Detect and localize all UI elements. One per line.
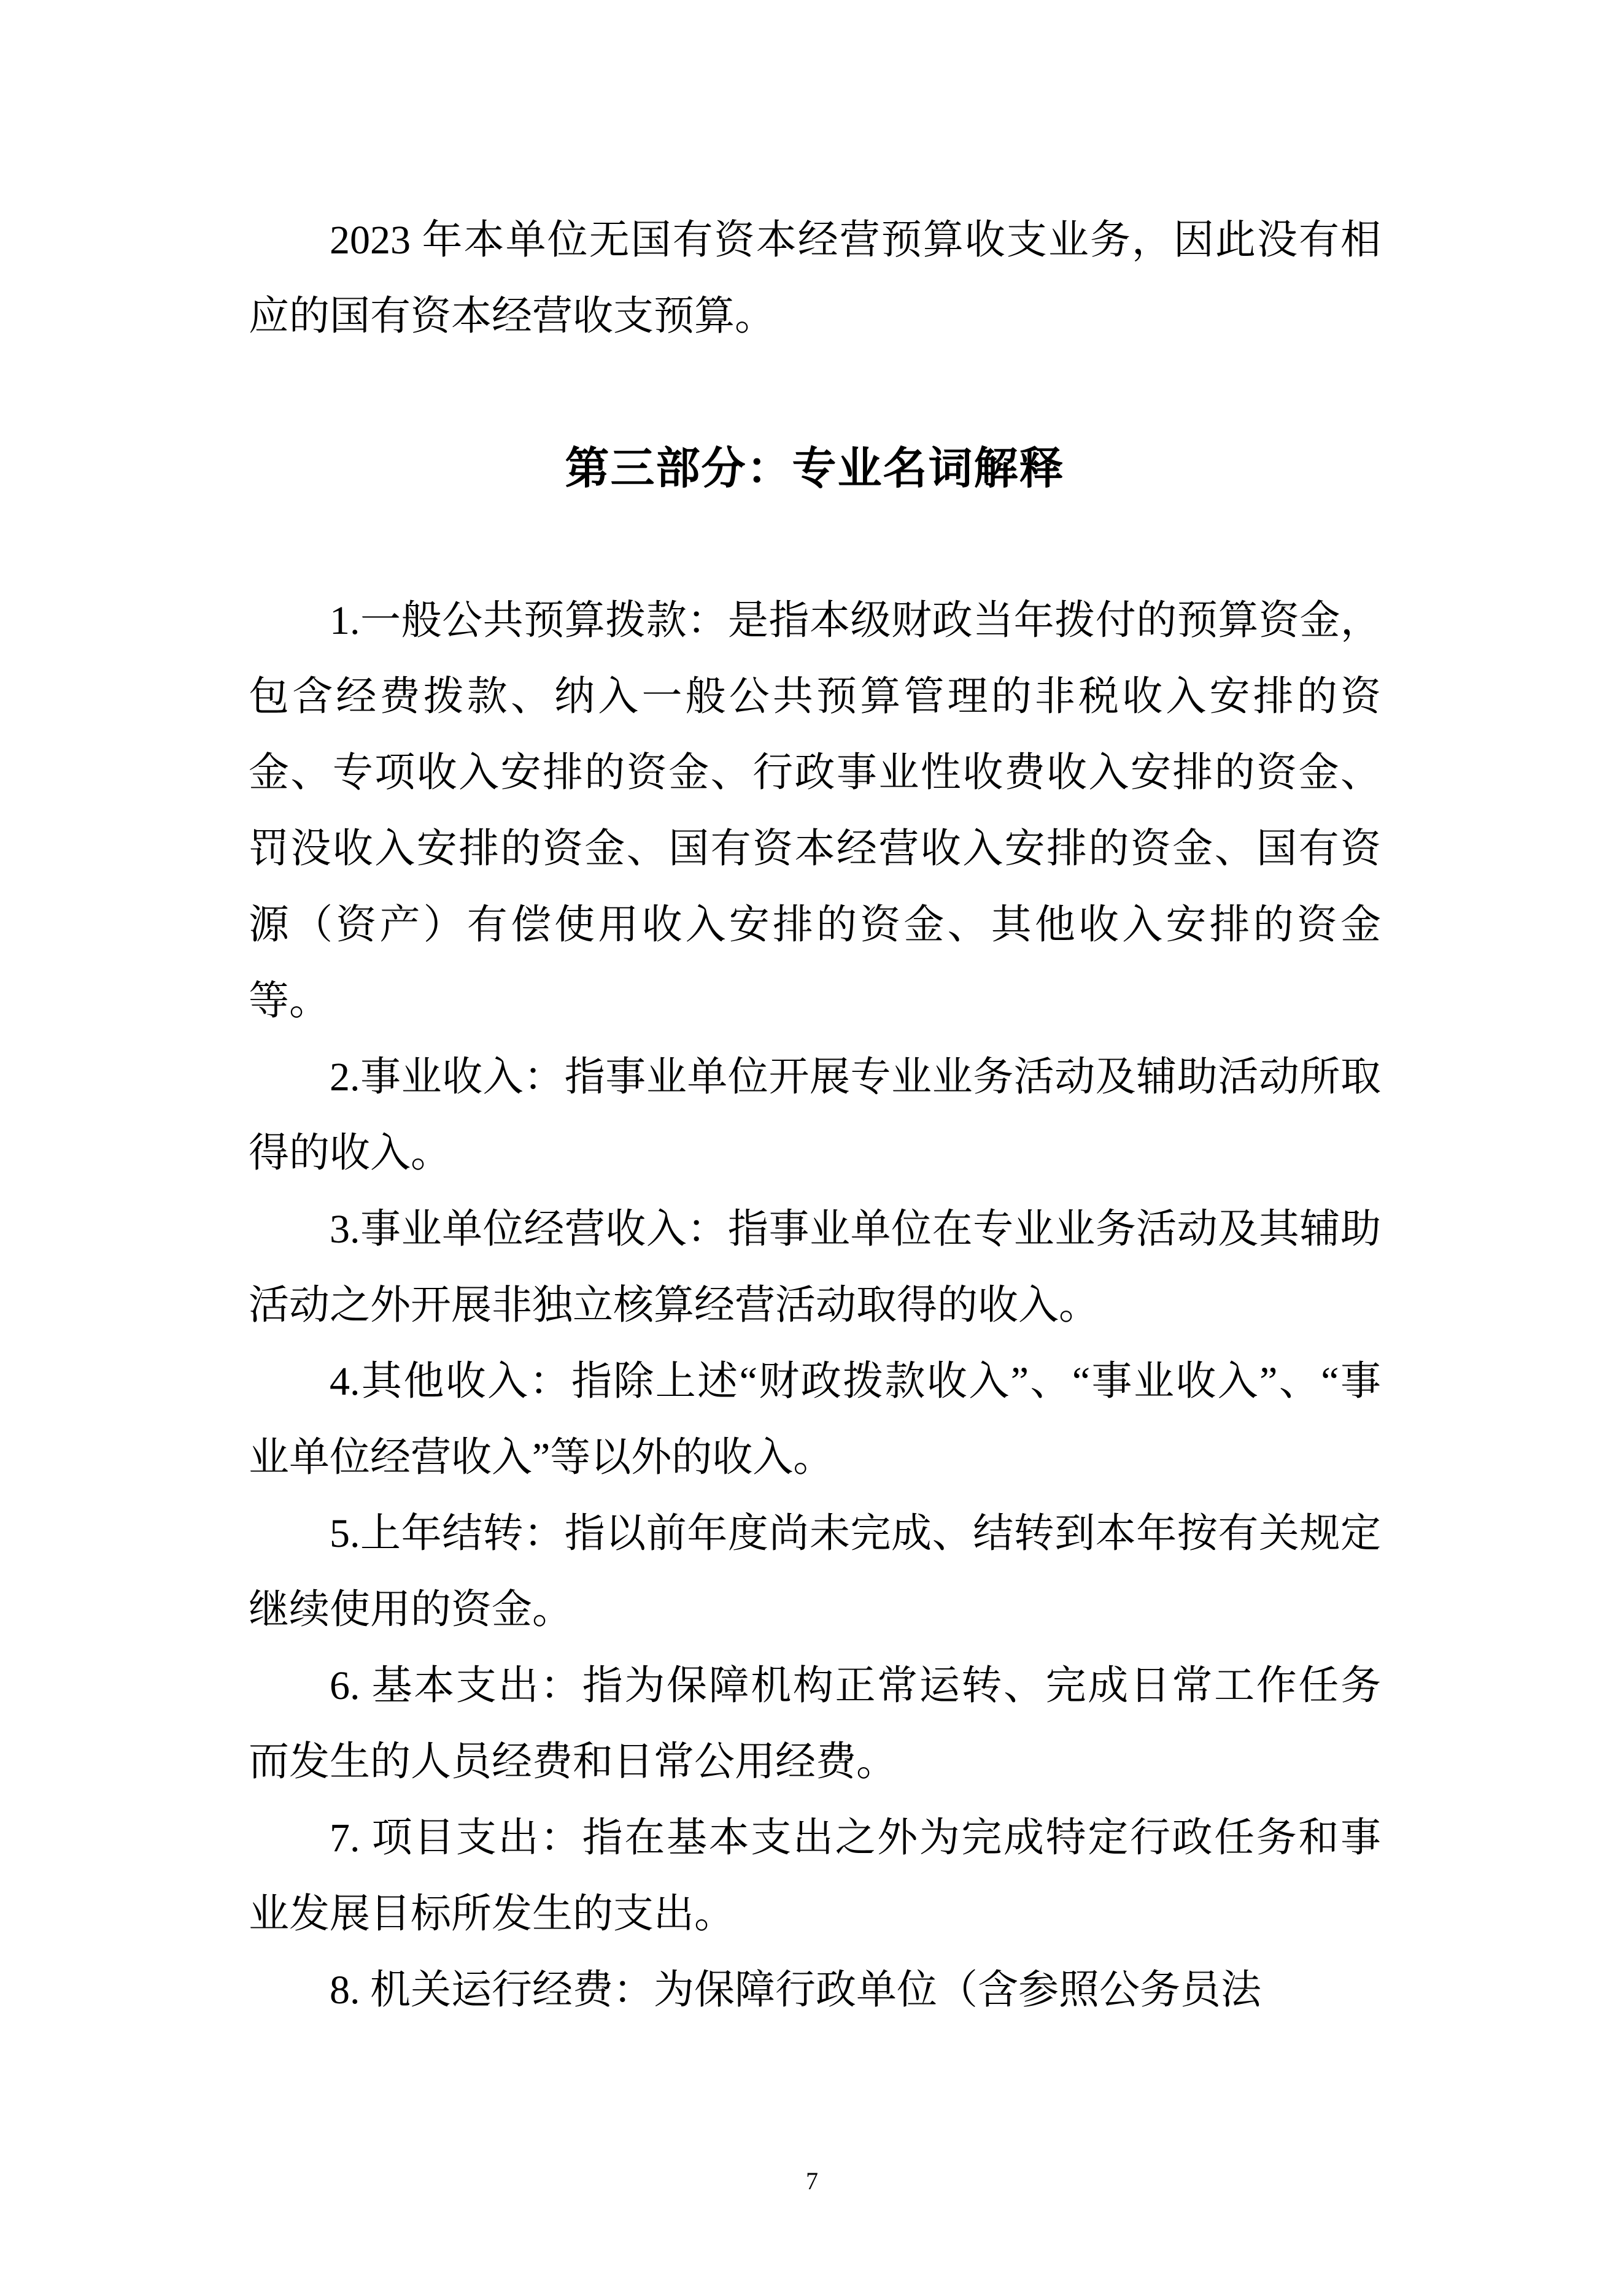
- intro-paragraph: 2023 年本单位无国有资本经营预算收支业务，因此没有相应的国有资本经营收支预算。: [249, 218, 1381, 339]
- term-definition-4: 4.其他收入：指除上述“财政拨款收入”、“事业收入”、“事业单位经营收入”等以外的收入。: [249, 1359, 1381, 1480]
- term-definition-6: 6. 基本支出：指为保障机构正常运转、完成日常工作任务而发生的人员经费和日常公用经费。: [249, 1663, 1381, 1784]
- term-definition-7: 7. 项目支出：指在基本支出之外为完成特定行政任务和事业发展目标所发生的支出。: [249, 1816, 1381, 1936]
- term-definition-3: 3.事业单位经营收入：指事业单位在专业业务活动及其辅助 活动之外开展非独立核算经营活动取得的收入。: [249, 1207, 1381, 1328]
- page-number: 7: [806, 2167, 818, 2195]
- term-definition-2: 2.事业收入：指事业单位开展专业业务活动及辅助活动所取得的收入。: [249, 1055, 1381, 1176]
- term-definition-1: 1.一般公共预算拨款：是指本级财政当年拨付的预算资金，包含经费拨款、纳入一般公共预算管理的非税收入安排的资金、专项收入安排的资金、行政事业性收费收入安排的资金、罚没收入安排的资金、国有资本经营收入安排的资金、国有资源（资产）有偿使用收入安排的资金、其他收入安排的资金等。: [249, 598, 1381, 1023]
- term-definition-5: 5.上年结转：指以前年度尚未完成、结转到本年按有关规定继续使用的资金。: [249, 1511, 1381, 1632]
- section-heading: 第三部分：专业名词解释: [565, 444, 1065, 493]
- term-definition-8: 8. 机关运行经费：为保障行政单位（含参照公务员法: [330, 1968, 1261, 2013]
